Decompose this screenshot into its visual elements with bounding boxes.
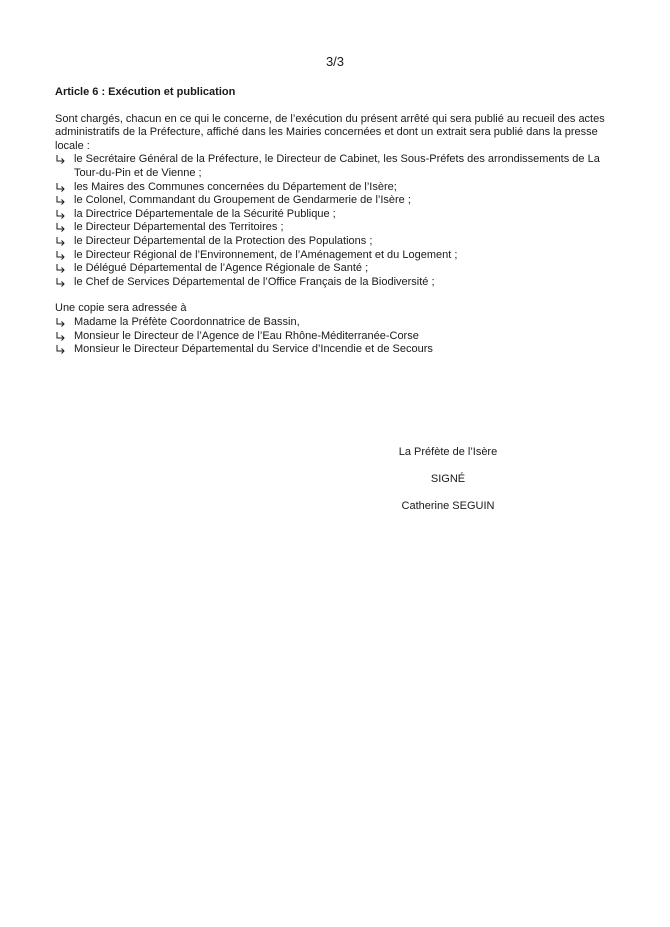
list-item-text: les Maires des Communes concernées du Département de l’Isère; [74, 180, 397, 193]
arrow-bullet-icon [55, 331, 66, 342]
list-item-text: Monsieur le Directeur de l’Agence de l’Eau Rhône-Méditerranée-Corse [74, 329, 419, 342]
arrow-bullet-icon [55, 195, 66, 206]
arrow-bullet-icon [55, 277, 66, 288]
list-item [55, 181, 625, 195]
list-item [55, 249, 625, 263]
arrow-bullet-icon [55, 344, 66, 355]
list-item [55, 221, 625, 235]
list-item-text: le Colonel, Commandant du Groupement de Gendarmerie de l’Isère ; [74, 194, 411, 207]
signature-block [378, 446, 518, 527]
arrow-bullet-icon [55, 222, 66, 233]
list-item [55, 276, 625, 290]
list-item-text: le Secrétaire Général de la Préfecture, le Directeur de Cabinet, les Sous-Préfets des arrondissements de La Tour-du-Pin et de Vienne ; [74, 153, 600, 179]
arrow-bullet-icon [55, 317, 66, 328]
arrow-bullet-icon [55, 182, 66, 193]
list-item [55, 194, 625, 208]
document-body [55, 86, 625, 357]
list-item-text: le Directeur Départemental des Territoires ; [74, 221, 284, 234]
page-number: 3/3 [325, 54, 345, 69]
signature-role: La Préfète de l’Isère [398, 446, 498, 458]
list-item [55, 330, 625, 344]
list-item [55, 153, 625, 180]
copy-list [55, 316, 625, 357]
arrow-bullet-icon [55, 236, 66, 247]
list-item-text: Madame la Préfète Coordonnatrice de Bassin, [74, 315, 300, 328]
arrow-bullet-icon [55, 209, 66, 220]
recipient-list [55, 153, 625, 289]
list-item-text: le Directeur Départemental de la Protection des Populations ; [74, 234, 373, 247]
list-item-text: le Délégué Départemental de l’Agence Régionale de Santé ; [74, 262, 369, 275]
signature-name: Catherine SEGUIN [401, 500, 495, 512]
arrow-bullet-icon [55, 250, 66, 261]
list-item [55, 208, 625, 222]
list-item-text: le Chef de Services Départemental de l’Office Français de la Biodiversité ; [74, 275, 435, 288]
list-item-text: Monsieur le Directeur Départemental du Service d’Incendie et de Secours [74, 343, 433, 356]
arrow-bullet-icon [55, 263, 66, 274]
article-intro: Sont chargés, chacun en ce qui le concerne, de l’exécution du présent arrêté qui sera publié au recueil des actes administratifs de la Préfecture, affiché dans les Mairies concernées et dont un extrait sera publié dans la presse locale : [55, 112, 605, 152]
list-item [55, 262, 625, 276]
list-item [55, 343, 625, 357]
list-item-text: la Directrice Départementale de la Sécurité Publique ; [74, 207, 336, 220]
list-item [55, 235, 625, 249]
list-item-text: le Directeur Régional de l’Environnement, de l’Aménagement et du Logement ; [74, 248, 458, 261]
signature-status: SIGNÉ [430, 473, 466, 485]
copy-intro: Une copie sera adressée à [55, 302, 187, 315]
list-item [55, 316, 625, 330]
article-title: Article 6 : Exécution et publication [55, 86, 236, 98]
arrow-bullet-icon [55, 154, 66, 165]
